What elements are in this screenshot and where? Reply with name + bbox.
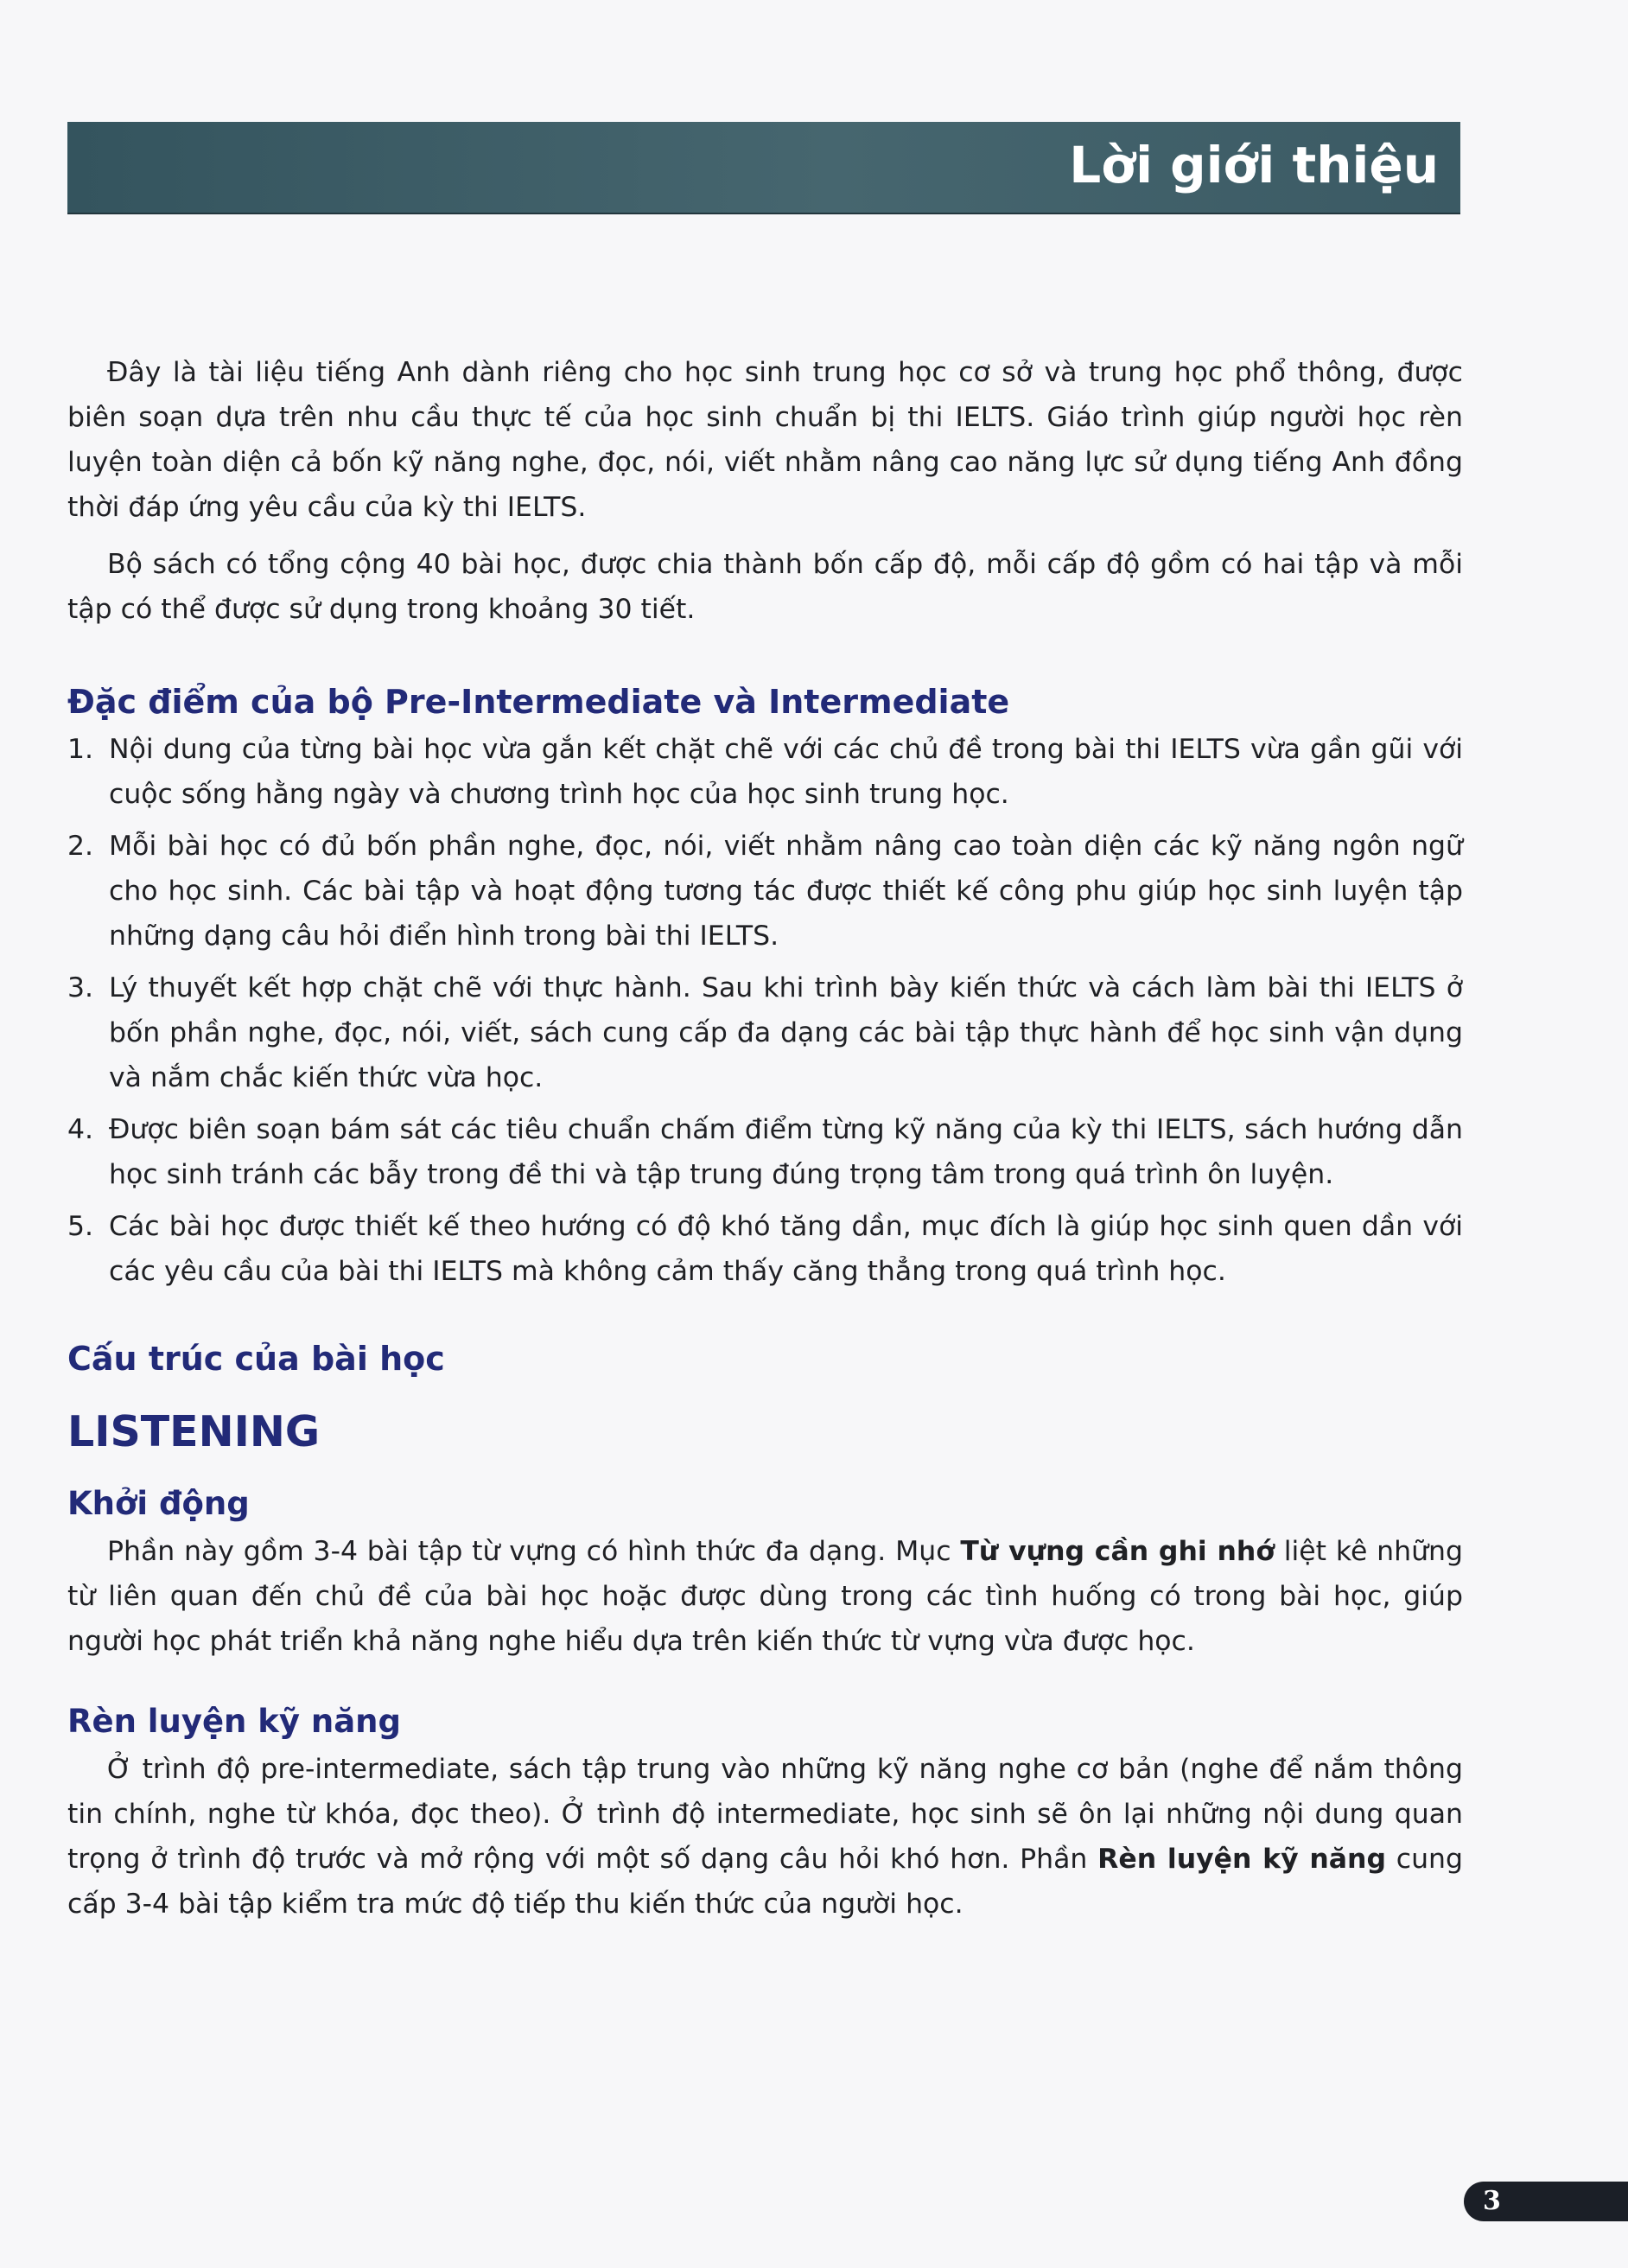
skills-heading: Rèn luyện kỹ năng <box>67 1703 402 1740</box>
feature-item <box>67 1204 1463 1294</box>
main-content <box>67 350 1463 1927</box>
feature-number: 1. <box>67 734 94 765</box>
warmup-highlight: Từ vựng cần ghi nhớ <box>960 1536 1275 1567</box>
warmup-paragraph <box>67 1529 1463 1664</box>
intro-paragraph-1: Đây là tài liệu tiếng Anh dành riêng cho học sinh trung học cơ sở và trung học phổ thông, được biên soạn dựa trên nhu cầu thực tế của học sinh chuẩn bị thi IELTS. Giáo trình giúp người học rèn luyện toàn diện cả bốn kỹ năng nghe, đọc, nói, viết nhằm nâng cao năng lực sử dụng tiếng Anh đồng thời đáp ứng yêu cầu của kỳ thi IELTS. <box>67 357 1463 523</box>
feature-text: Các bài học được thiết kế theo hướng có độ khó tăng dần, mục đích là giúp học sinh quen dần với các yêu cầu của bài thi IELTS mà không cảm thấy căng thẳng trong quá trình học. <box>109 1211 1463 1287</box>
warmup-text-end: liệt kê những từ liên quan đến chủ đề của bài học hoặc được dùng trong các tình huống có trong bài học, giúp người học phát triển khả năng nghe hiểu dựa trên kiến thức từ vựng vừa được học. <box>67 1536 1464 1657</box>
page-number-tab <box>1464 2182 1628 2221</box>
page-number: 3 <box>1483 2186 1501 2216</box>
feature-number: 4. <box>67 1114 94 1145</box>
warmup-heading: Khởi động <box>67 1485 250 1522</box>
warmup-text-start: Phần này gồm 3-4 bài tập từ vựng có hình thức đa dạng. Mục <box>107 1536 961 1567</box>
page-title: Lời giới thiệu <box>1069 136 1439 194</box>
feature-text: Được biên soạn bám sát các tiêu chuẩn chấm điểm từng kỹ năng của kỳ thi IELTS, sách hướng dẫn học sinh tránh các bẫy trong đề thi và tập trung đúng trọng tâm trong quá trình ôn luyện. <box>109 1114 1463 1190</box>
features-list <box>67 727 1463 1294</box>
feature-number: 5. <box>67 1211 94 1242</box>
skills-highlight: Rèn luyện kỹ năng <box>1097 1844 1386 1875</box>
feature-item <box>67 824 1463 959</box>
feature-number: 3. <box>67 972 94 1003</box>
intro-paragraph-2: Bộ sách có tổng cộng 40 bài học, được chia thành bốn cấp độ, mỗi cấp độ gồm có hai tập và mỗi tập có thể được sử dụng trong khoảng 30 tiết. <box>67 549 1463 625</box>
feature-item <box>67 1107 1463 1197</box>
skills-text-end: cung cấp 3-4 bài tập kiểm tra mức độ tiếp thu kiến thức của người học. <box>67 1844 1463 1920</box>
title-banner <box>67 122 1460 214</box>
feature-text: Mỗi bài học có đủ bốn phần nghe, đọc, nói, viết nhằm nâng cao toàn diện các kỹ năng ngôn ngữ cho học sinh. Các bài tập và hoạt động tương tác được thiết kế công phu giúp học sinh luyện tập những dạng câu hỏi điển hình trong bài thi IELTS. <box>109 831 1463 952</box>
structure-heading: Cấu trúc của bài học <box>67 1340 445 1378</box>
features-heading: Đặc điểm của bộ Pre-Intermediate và Intermediate <box>67 683 1010 721</box>
feature-text: Nội dung của từng bài học vừa gắn kết chặt chẽ với các chủ đề trong bài thi IELTS vừa gần gũi với cuộc sống hằng ngày và chương trình học của học sinh trung học. <box>109 734 1463 810</box>
listening-heading: LISTENING <box>67 1407 321 1456</box>
skills-paragraph <box>67 1747 1463 1927</box>
feature-number: 2. <box>67 831 94 862</box>
feature-item <box>67 965 1463 1100</box>
feature-item <box>67 727 1463 817</box>
feature-text: Lý thuyết kết hợp chặt chẽ với thực hành. Sau khi trình bày kiến thức và cách làm bài thi IELTS ở bốn phần nghe, đọc, nói, viết, sách cung cấp đa dạng các bài tập thực hành để học sinh vận dụng và nắm chắc kiến thức vừa học. <box>109 972 1463 1093</box>
skills-text-start: Ở trình độ pre-intermediate, sách tập trung vào những kỹ năng nghe cơ bản (nghe để nắm thông tin chính, nghe từ khóa, đọc theo). Ở trình độ intermediate, học sinh sẽ ôn lại những nội dung quan trọng ở trình độ trước và mở rộng với một số dạng câu hỏi khó hơn. Phần <box>67 1754 1463 1875</box>
